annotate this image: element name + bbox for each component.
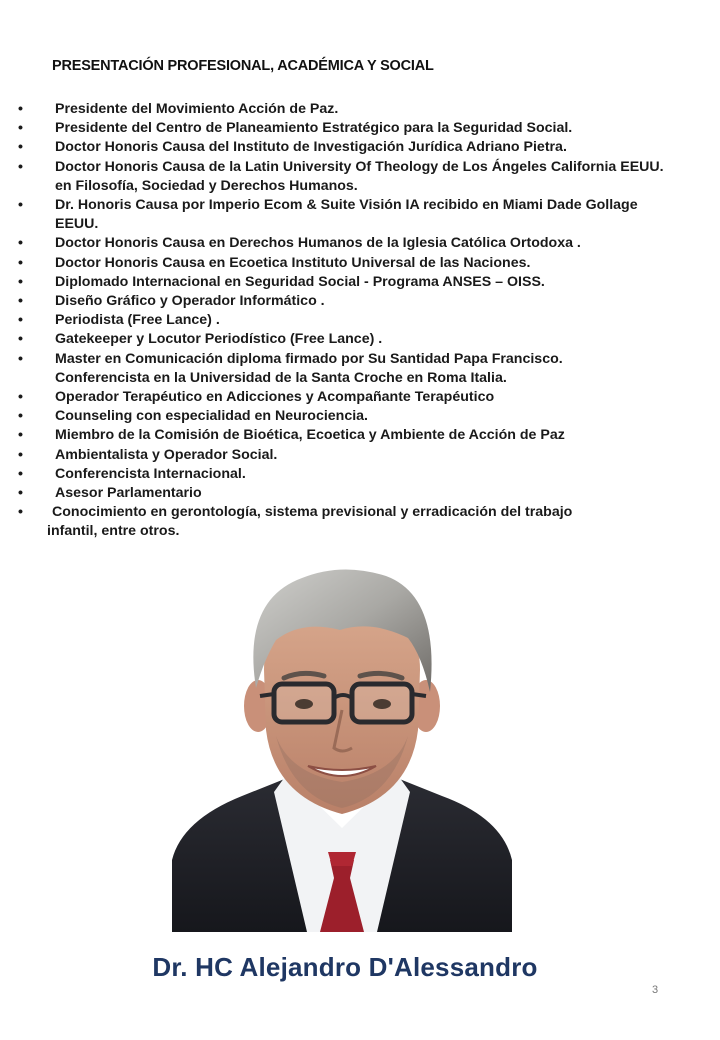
- list-item: [18, 196, 708, 234]
- list-item: [18, 100, 708, 119]
- list-item: [18, 119, 708, 138]
- list-item: [18, 426, 708, 445]
- list-item-text: Doctor Honoris Causa en Ecoetica Instituto Universal de las Naciones.: [55, 254, 531, 271]
- list-item-text: Diseño Gráfico y Operador Informático .: [55, 293, 325, 310]
- list-item-text: Ambientalista y Operador Social.: [55, 446, 278, 463]
- list-item-text: Operador Terapéutico en Adicciones y Acompañante Terapéutico: [55, 389, 495, 406]
- list-item: [18, 254, 708, 273]
- bullet: •: [18, 331, 23, 348]
- list-item: [18, 407, 708, 426]
- bullet: •: [18, 485, 23, 502]
- list-item: [18, 465, 708, 484]
- page-number: 3: [652, 984, 659, 996]
- bullet: •: [18, 120, 23, 137]
- list-item-text: Doctor Honoris Causa de la Latin University Of Theology de Los Ángeles California EEUU. en Filosofía, Sociedad y Derechos Humanos.: [55, 158, 664, 194]
- bullet: •: [18, 312, 23, 329]
- list-item: [18, 138, 708, 157]
- list-item: [18, 234, 708, 253]
- list-item: [18, 503, 708, 541]
- list-item-text: Conferencista Internacional.: [55, 465, 246, 482]
- list-item-text: [18, 503, 708, 541]
- bullet: •: [18, 158, 23, 175]
- list-item-text: Presidente del Centro de Planeamiento Estratégico para la Seguridad Social.: [55, 120, 573, 137]
- bullet: •: [18, 293, 23, 310]
- list-item: [18, 350, 708, 388]
- bullet: •: [18, 254, 23, 271]
- bullet: •: [18, 350, 23, 367]
- bullet: •: [18, 273, 23, 290]
- bullet: •: [18, 427, 23, 444]
- bullet: •: [18, 101, 23, 117]
- list-item-line: infantil, entre otros.: [47, 523, 180, 540]
- list-item: [18, 292, 708, 311]
- list-item: [18, 311, 708, 330]
- list-item-text: Gatekeeper y Locutor Periodístico (Free Lance) .: [55, 331, 383, 348]
- list-item: [18, 273, 708, 292]
- bullet: •: [18, 465, 23, 482]
- list-item: [18, 388, 708, 407]
- list-item-text: Presidente del Movimiento Acción de Paz.: [55, 101, 339, 117]
- list-item-text: Miembro de la Comisión de Bioética, Ecoetica y Ambiente de Acción de Paz: [55, 427, 565, 444]
- list-item-text: Doctor Honoris Causa en Derechos Humanos de la Iglesia Católica Ortodoxa .: [55, 235, 581, 252]
- list-item: [18, 484, 708, 503]
- list-item-text: Diplomado Internacional en Seguridad Social - Programa ANSES – OISS.: [55, 273, 545, 290]
- bullet: •: [18, 389, 23, 406]
- list-item: [18, 158, 708, 196]
- list-item: [18, 446, 708, 465]
- list-item-text: Doctor Honoris Causa del Instituto de Investigación Jurídica Adriano Pietra.: [55, 139, 567, 156]
- list-item-text: Periodista (Free Lance) .: [55, 312, 220, 329]
- bullet: •: [18, 408, 23, 425]
- credentials-list: [18, 100, 708, 542]
- list-item-text: Dr. Honoris Causa por Imperio Ecom & Suite Visión IA recibido en Miami Dade Gollage EEUU.: [55, 197, 638, 233]
- list-item-text: Asesor Parlamentario: [55, 485, 202, 502]
- bullet: •: [18, 235, 23, 252]
- bullet: •: [18, 139, 23, 156]
- list-item-text: Counseling con especialidad en Neurociencia.: [55, 408, 368, 425]
- person-name: Dr. HC Alejandro D'Alessandro: [152, 952, 538, 982]
- list-item-text: Master en Comunicación diploma firmado por Su Santidad Papa Francisco. Conferencista en la Universidad de la Santa Croche en Roma Italia.: [55, 350, 563, 386]
- portrait-photo: [172, 560, 512, 932]
- page-heading: PRESENTACIÓN PROFESIONAL, ACADÉMICA Y SOCIAL: [52, 58, 434, 74]
- list-item: [18, 330, 708, 349]
- list-item-line: Conocimiento en gerontología, sistema previsional y erradicación del trabajo: [52, 504, 573, 521]
- bullet: •: [18, 446, 23, 463]
- bullet: •: [18, 197, 23, 214]
- bullet: •: [18, 504, 23, 521]
